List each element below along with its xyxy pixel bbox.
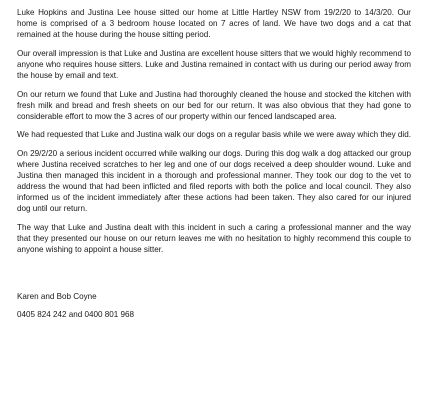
paragraph-incident: On 29/2/20 a serious incident occurred while walking our dogs. During this dog walk a dog attacked our group where Justina received scratches to her leg and one of our dogs received a deep shoulder wound. Luke and Justina then managed this incident in a thorough and professional manner. They took our dog to the vet to address the wound that had been inflicted and filed reports with both the police and local council. They also informed us of the incident immediately after these actions had been taken. They also cared for our injured dog until our return. bbox=[17, 148, 411, 214]
paragraph-house-sit-details: Luke Hopkins and Justina Lee house sitted our home at Little Hartley NSW from 19/2/20 to 14/3/20. Our home is comprised of a 3 bedroom house located on 7 acres of land. We have two dogs and a cat that remained at the house during the house sitting period. bbox=[17, 8, 411, 40]
paragraph-dog-walking: We had requested that Luke and Justina walk our dogs on a regular basis while we were away which they did. bbox=[17, 130, 411, 140]
contact-phone-numbers: 0405 824 242 and 0400 801 968 bbox=[17, 309, 135, 319]
paragraph-return-condition: On our return we found that Luke and Justina had thoroughly cleaned the house and stocked the kitchen with fresh milk and bread and fresh sheets on our bed for our return. It was also obvious that they had gone to considerable effort to mow the 3 acres of our property within our fenced landscaped area. bbox=[17, 89, 411, 121]
signature-names: Karen and Bob Coyne bbox=[17, 291, 97, 301]
paragraph-overall-impression: Our overall impression is that Luke and Justina are excellent house sitters that we would highly recommend to anyone who requires house sitters. Luke and Justina remained in contact with us during our period away from the house by email and text. bbox=[17, 48, 411, 80]
spacer bbox=[17, 263, 411, 291]
paragraph-recommendation: The way that Luke and Justina dealt with this incident in such a caring a professional manner and the way that they presented our house on our return leaves me with no hesitation to highly recommend this couple to anyone wishing to appoint a house sitter. bbox=[17, 223, 411, 255]
